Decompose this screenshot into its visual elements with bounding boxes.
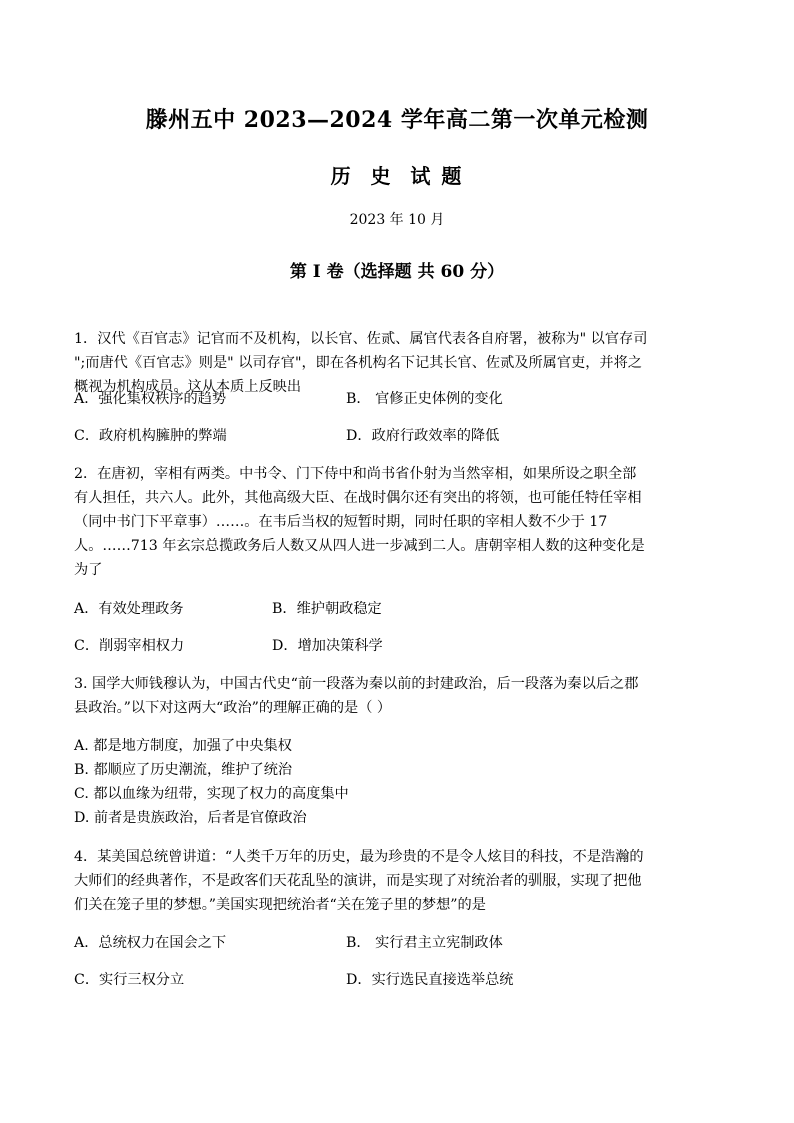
option-c[interactable]: C．政府机构臃肿的弊端 [74, 428, 227, 444]
option-a[interactable]: A. 都是地方制度，加强了中央集权 [74, 738, 292, 754]
question-4-stem [74, 845, 728, 917]
question-3-stem [74, 672, 728, 720]
option-b[interactable]: B．维护朝政稳定 [272, 601, 382, 617]
option-b[interactable]: B． 官修正史体例的变化 [346, 391, 503, 407]
question-line: 2．在唐初，宰相有两类。中书令、门下侍中和尚书省仆射为当然宰相，如果所设之职全部 [74, 466, 637, 482]
option-d[interactable]: D. 前者是贵族政治，后者是官僚政治 [74, 810, 307, 826]
question-line: （同中书门下平章事）……。在韦后当权的短暂时期，同时任职的宰相人数不少于 17 [74, 514, 608, 530]
question-line: 人。……713 年玄宗总揽政务后人数又从四人进一步减到二人。唐朝宰相人数的这种变化是 [74, 538, 645, 554]
question-4-options-row-1 [74, 931, 728, 955]
option-c[interactable]: C. 都以血缘为纽带，实现了权力的高度集中 [74, 786, 349, 802]
section-heading: 第 I 卷（选择题 共 60 分） [289, 262, 505, 282]
exam-title: 滕州五中 2023—2024 学年高二第一次单元检测 [145, 107, 649, 133]
question-line: 1．汉代《百官志》记官而不及机构，以长官、佐贰、属官代表各自府署，被称为" 以官存司 [74, 331, 648, 347]
question-line: ";而唐代《百官志》则是" 以司存官"，即在各机构名下记其长官、佐贰及所属官吏，并将之 [74, 355, 642, 371]
question-line: 有人担任，共六人。此外，其他高级大臣、在战时偶尔还有突出的将领，也可能任特任宰相 [74, 490, 642, 506]
option-b[interactable]: B. 都顺应了历史潮流，维护了统治 [74, 762, 293, 778]
question-2-options-row-2 [74, 634, 728, 658]
question-line: 们关在笼子里的梦想。”美国实现把统治者“关在笼子里的梦想”的是 [74, 897, 486, 913]
question-1-options-row-1 [74, 387, 728, 411]
option-a[interactable]: A．有效处理政务 [74, 601, 184, 617]
question-line: 4．某美国总统曾讲道：“人类千万年的历史，最为珍贵的不是令人炫目的科技，不是浩瀚的 [74, 849, 644, 865]
option-d[interactable]: D．增加决策科学 [272, 638, 383, 654]
option-b[interactable]: B． 实行君主立宪制政体 [346, 935, 503, 951]
option-d[interactable]: D．实行选民直接选举总统 [346, 972, 514, 988]
exam-date: 2023 年 10 月 [349, 212, 445, 228]
question-line: 大师们的经典著作，不是政客们天花乱坠的演讲，而是实现了对统治者的驯服，实现了把他 [74, 873, 642, 889]
question-line: 为了 [74, 562, 103, 578]
question-line: 县政治。”以下对这两大“政治”的理解正确的是（ ） [74, 700, 392, 716]
question-2-stem [74, 462, 728, 582]
option-c[interactable]: C．实行三权分立 [74, 972, 185, 988]
question-2-options-row-1 [74, 597, 728, 621]
option-d[interactable]: D．政府行政效率的降低 [346, 428, 500, 444]
option-c[interactable]: C．削弱宰相权力 [74, 638, 185, 654]
exam-subject: 历 史 试 题 [330, 164, 464, 188]
question-line: 3. 国学大师钱穆认为，中国古代史“前一段落为秦以前的封建政治，后一段落为秦以后之郡 [74, 676, 639, 692]
question-4-options-row-2 [74, 968, 728, 992]
question-line: 概视为机构成员。这从本质上反映出 [74, 379, 302, 395]
option-a[interactable]: A．总统权力在国会之下 [74, 935, 227, 951]
option-a[interactable]: A．强化集权秩序的趋势 [74, 391, 227, 407]
question-1-options-row-2 [74, 424, 728, 448]
